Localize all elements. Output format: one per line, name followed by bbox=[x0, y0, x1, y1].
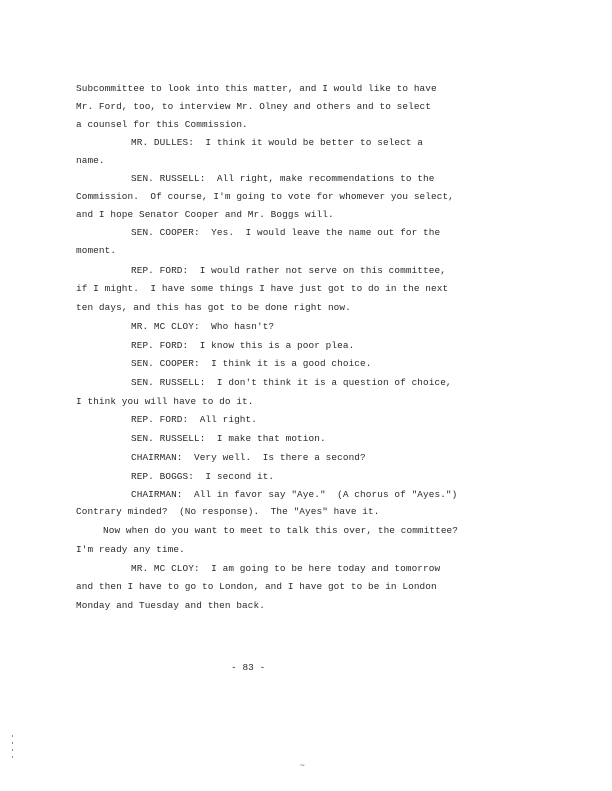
page-number: - 83 - bbox=[231, 662, 266, 673]
text-line: REP. FORD: I know this is a poor plea. bbox=[131, 340, 355, 351]
text-line: I think you will have to do it. bbox=[76, 396, 254, 407]
text-line: and I hope Senator Cooper and Mr. Boggs will. bbox=[76, 209, 334, 220]
text-line: Now when do you want to meet to talk this over, the committee? bbox=[103, 525, 459, 536]
text-line: SEN. COOPER: Yes. I would leave the name out for the bbox=[131, 227, 441, 238]
text-line: REP. FORD: All right. bbox=[131, 414, 257, 425]
text-line: MR. MC CLOY: Who hasn't? bbox=[131, 321, 275, 332]
text-line: SEN. RUSSELL: I don't think it is a question of choice, bbox=[131, 377, 452, 388]
text-line: and then I have to go to London, and I have got to be in London bbox=[76, 581, 437, 592]
text-line: Monday and Tuesday and then back. bbox=[76, 600, 265, 611]
text-line: MR. DULLES: I think it would be better to select a bbox=[131, 137, 424, 148]
text-line: MR. MC CLOY: I am going to be here today and tomorrow bbox=[131, 563, 441, 574]
text-line: moment. bbox=[76, 245, 117, 256]
scan-artifact bbox=[12, 749, 13, 751]
text-line: Contrary minded? (No response). The "Ayes" have it. bbox=[76, 506, 380, 517]
text-line: CHAIRMAN: Very well. Is there a second? bbox=[131, 452, 366, 463]
text-line: REP. BOGGS: I second it. bbox=[131, 471, 275, 482]
scan-artifact bbox=[12, 756, 13, 758]
text-line: SEN. COOPER: I think it is a good choice. bbox=[131, 358, 372, 369]
footer-mark: ~ bbox=[300, 762, 305, 771]
text-line: a counsel for this Commission. bbox=[76, 119, 248, 130]
text-line: ten days, and this has got to be done right now. bbox=[76, 302, 351, 313]
text-line: Commission. Of course, I'm going to vote for whomever you select, bbox=[76, 191, 454, 202]
text-line: Mr. Ford, too, to interview Mr. Olney and others and to select bbox=[76, 101, 432, 112]
text-line: SEN. RUSSELL: I make that motion. bbox=[131, 433, 326, 444]
text-line: REP. FORD: I would rather not serve on this committee, bbox=[131, 265, 446, 276]
text-line: I'm ready any time. bbox=[76, 544, 185, 555]
scan-artifact bbox=[12, 735, 13, 737]
scan-artifact bbox=[12, 742, 13, 744]
text-line: SEN. RUSSELL: All right, make recommendations to the bbox=[131, 173, 435, 184]
text-line: CHAIRMAN: All in favor say "Aye." (A chorus of "Ayes.") bbox=[131, 489, 458, 500]
text-line: if I might. I have some things I have just got to do in the next bbox=[76, 283, 449, 294]
text-line: name. bbox=[76, 155, 105, 166]
text-line: Subcommittee to look into this matter, and I would like to have bbox=[76, 83, 437, 94]
